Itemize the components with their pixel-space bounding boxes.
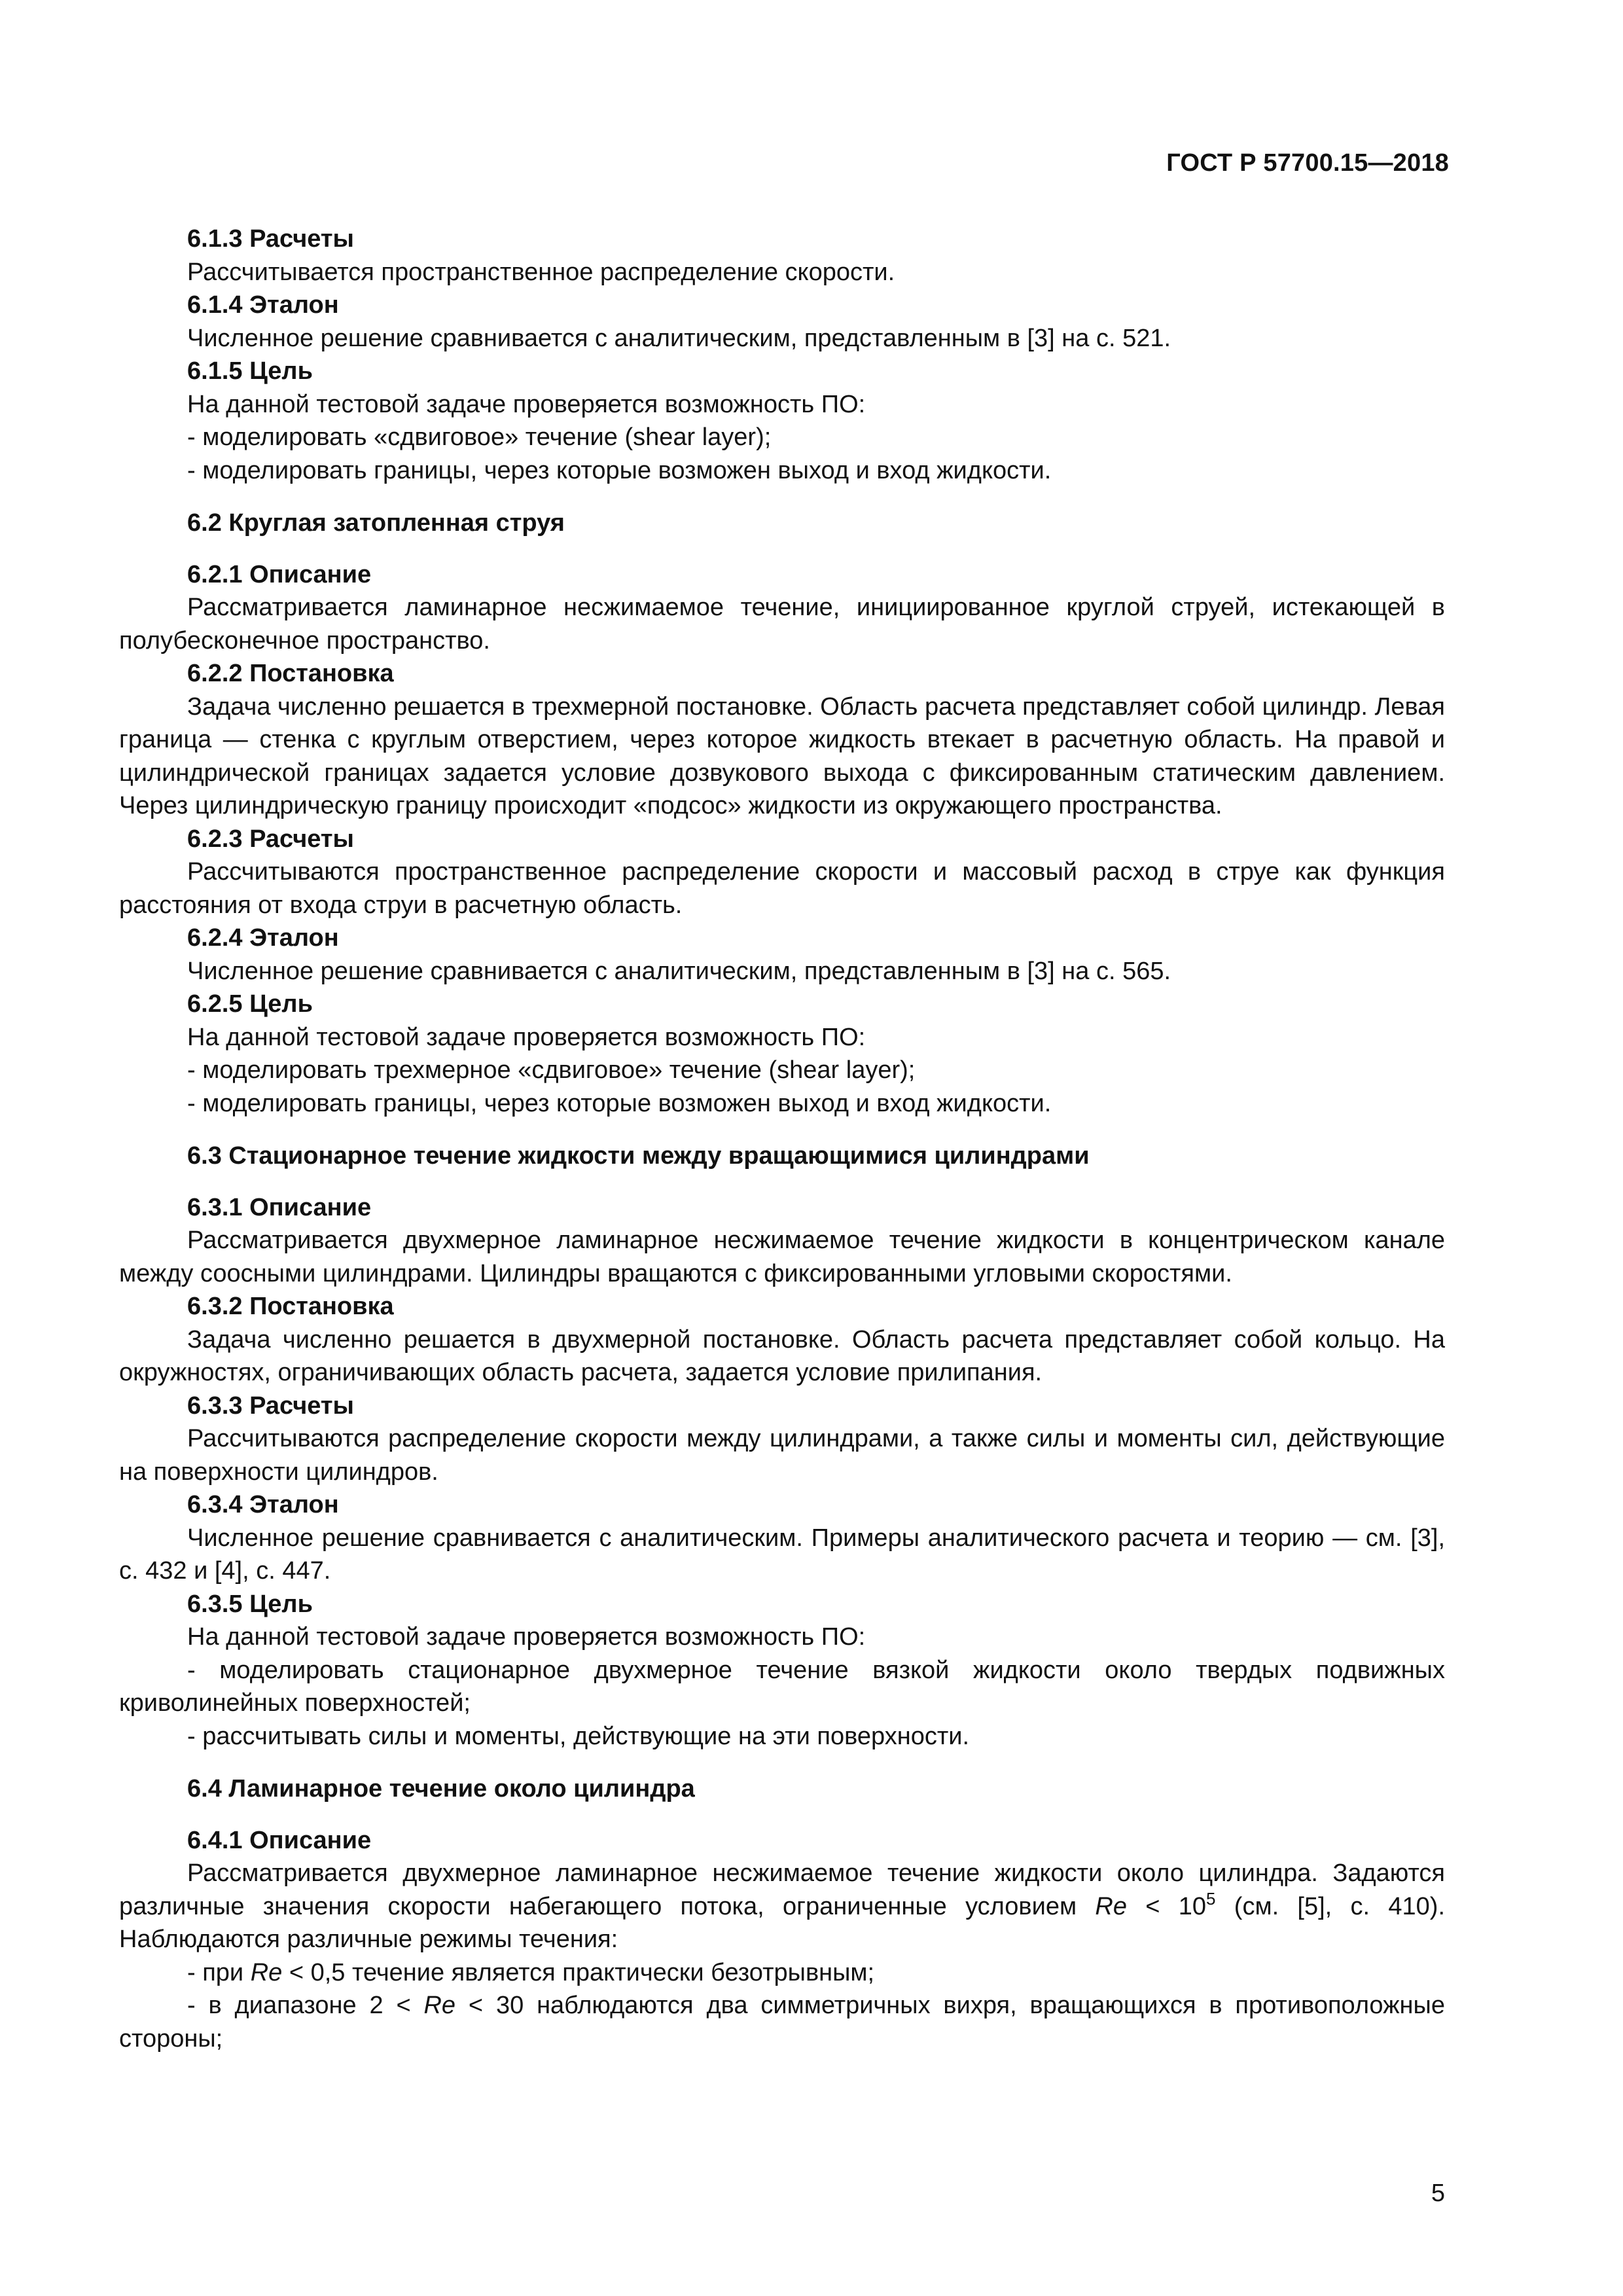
heading-6-2-4: 6.2.4 Эталон — [187, 924, 339, 952]
list-item: - моделировать границы, через которые возможен выход и вход жидкости. — [187, 1089, 1052, 1117]
standard-code: ГОСТ Р 57700.15—2018 — [1166, 149, 1449, 177]
page-number: 5 — [1431, 2179, 1445, 2207]
reynolds-symbol: Re — [1095, 1892, 1127, 1920]
paragraph-6-2-1: Рассматривается ламинарное несжимаемое течение, инициированное круглой струей, истекающей в полубесконечное пространство. — [119, 594, 1445, 655]
list-item: - моделировать «сдвиговое» течение (shear layer); — [187, 423, 772, 451]
list-item — [119, 1956, 1445, 1990]
list-item: - моделировать трехмерное «сдвиговое» течение (shear layer); — [187, 1056, 916, 1084]
heading-6-3-5: 6.3.5 Цель — [187, 1590, 313, 1618]
heading-6-1-5: 6.1.5 Цель — [187, 357, 313, 385]
heading-6-2-1: 6.2.1 Описание — [187, 560, 372, 588]
paragraph-6-4-1 — [119, 1857, 1445, 1956]
list-item-text: < 0,5 течение является практически безотрывным; — [282, 1958, 875, 1986]
paragraph-6-2-3: Рассчитываются пространственное распределение скорости и массовый расход в струе как функция расстояния от входа струи в расчетную область. — [119, 858, 1445, 919]
paragraph-6-2-4: Численное решение сравнивается с аналитическим, представленным в [3] на с. 565. — [187, 957, 1171, 985]
paragraph-6-3-1: Рассматривается двухмерное ламинарное несжимаемое течение жидкости в концентрическом канале между соосными цилиндрами. Цилиндры вращаются с фиксированными угловыми скоростями. — [119, 1227, 1445, 1287]
heading-6-3-4: 6.3.4 Эталон — [187, 1491, 339, 1518]
paragraph-text: Рассматривается двухмерное ламинарное несжимаемое течение жидкости около цилиндра. Задаются различные значения скорости набегающего потока, ограниченные условием — [119, 1859, 1445, 1920]
list-item: - моделировать стационарное двухмерное течение вязкой жидкости около твердых подвижных криволинейных поверхностей; — [119, 1656, 1445, 1717]
exponent: 5 — [1206, 1888, 1216, 1909]
section-title-6-4: 6.4 Ламинарное течение около цилиндра — [187, 1775, 695, 1803]
list-item: - моделировать границы, через которые возможен выход и вход жидкости. — [187, 456, 1052, 484]
list-item-text: < 30 наблюдаются два симметричных вихря, вращающихся в противоположные стороны; — [119, 1992, 1445, 2053]
heading-6-1-3: 6.1.3 Расчеты — [187, 225, 354, 253]
paragraph-6-1-3: Рассчитывается пространственное распределение скорости. — [187, 258, 895, 286]
heading-6-2-2: 6.2.2 Постановка — [187, 660, 394, 687]
paragraph-6-2-2: Задача численно решается в трехмерной постановке. Область расчета представляет собой цилиндр. Левая граница — стенка с круглым отверстием, через которое жидкость втекает в расчетную область. На правой и цилиндрической границах задается условие дозвукового выхода с фиксированным статическим давлением. Через цилиндрическую границу происходит «подсос» жидкости из окружающего пространства. — [119, 692, 1445, 819]
paragraph-6-1-5-intro: На данной тестовой задаче проверяется возможность ПО: — [187, 390, 866, 418]
heading-6-1-4: 6.1.4 Эталон — [187, 291, 339, 319]
paragraph-6-2-5-intro: На данной тестовой задаче проверяется возможность ПО: — [187, 1023, 866, 1051]
section-title-6-3: 6.3 Стационарное течение жидкости между вращающимися цилиндрами — [187, 1142, 1090, 1170]
paragraph-6-3-3: Рассчитываются распределение скорости между цилиндрами, а также силы и моменты сил, действующие на поверхности цилиндров. — [119, 1425, 1445, 1486]
list-item: - рассчитывать силы и моменты, действующие на эти поверхности. — [187, 1722, 970, 1750]
heading-6-4-1: 6.4.1 Описание — [187, 1826, 372, 1854]
paragraph-6-3-4: Численное решение сравнивается с аналитическим. Примеры аналитического расчета и теорию — см. [3], с. 432 и [4], с. 447. — [119, 1524, 1445, 1585]
paragraph-6-3-5-intro: На данной тестовой задаче проверяется возможность ПО: — [187, 1623, 866, 1651]
heading-6-3-1: 6.3.1 Описание — [187, 1193, 372, 1221]
list-item-text: - при — [187, 1958, 251, 1986]
section-title-6-2: 6.2 Круглая затопленная струя — [187, 509, 565, 537]
heading-6-2-5: 6.2.5 Цель — [187, 990, 313, 1018]
paragraph-text: (см. [5], с. 410). Наблюдаются различные режимы течения: — [119, 1892, 1446, 1953]
paragraph-6-3-2: Задача численно решается в двухмерной постановке. Область расчета представляет собой кольцо. На окружностях, ограничивающих область расчета, задается условие прилипания. — [119, 1325, 1445, 1386]
document-body — [119, 223, 1445, 2055]
paragraph-6-1-4: Численное решение сравнивается с аналитическим, представленным в [3] на с. 521. — [187, 324, 1171, 352]
list-item — [119, 1989, 1445, 2055]
list-item-text: - в диапазоне 2 < — [187, 1992, 424, 2019]
reynolds-symbol: Re — [250, 1958, 283, 1986]
paragraph-text: < 10 — [1126, 1892, 1207, 1920]
heading-6-3-2: 6.3.2 Постановка — [187, 1293, 394, 1320]
reynolds-symbol: Re — [423, 1992, 456, 2019]
heading-6-3-3: 6.3.3 Расчеты — [187, 1391, 354, 1420]
heading-6-2-3: 6.2.3 Расчеты — [187, 825, 354, 853]
